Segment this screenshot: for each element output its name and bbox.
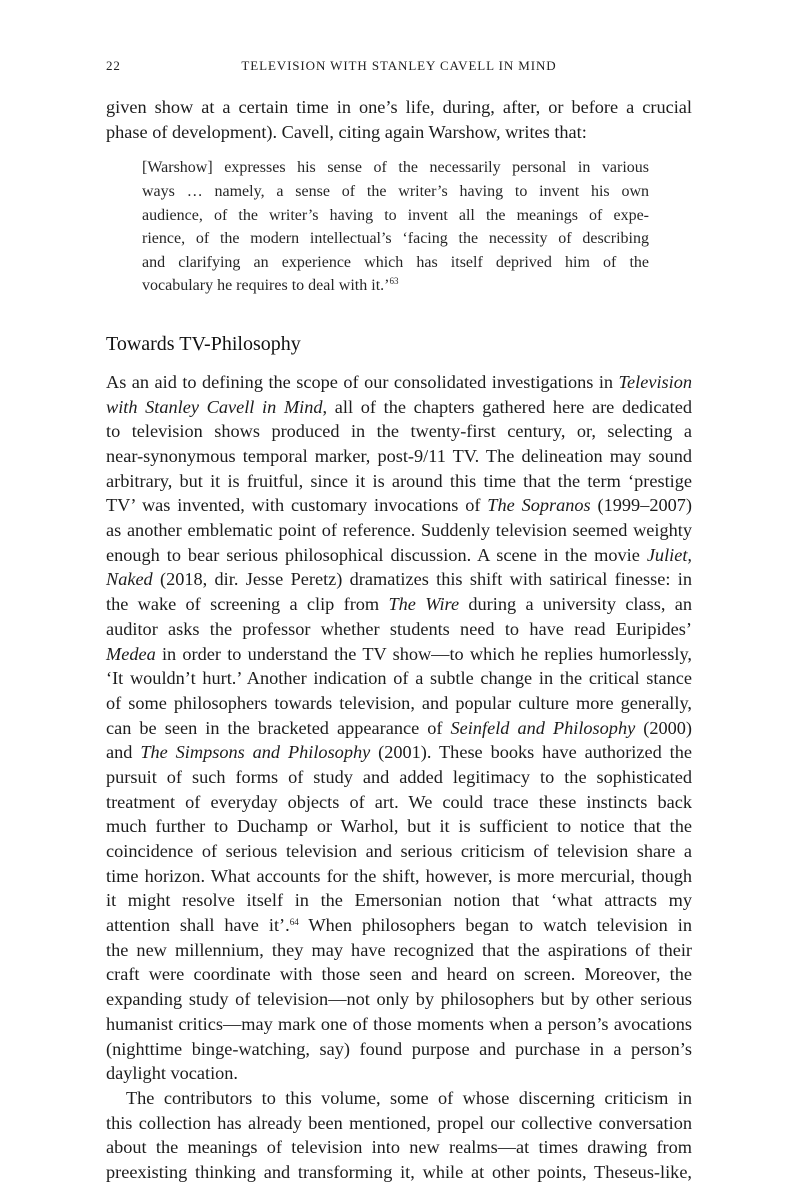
text-line: The contributors to this volume, some of whose discerning criticism in: [126, 1087, 692, 1108]
text-line: [106, 839, 692, 864]
text-line: [106, 987, 692, 1012]
text-line: [106, 938, 692, 963]
text-run: to television shows produced in the twenty-first century, or, selecting a: [106, 421, 692, 442]
text-run: craft were coordinate with those seen and heard on screen. Moreover, the: [106, 964, 692, 985]
text-run: and: [106, 742, 141, 763]
text-run: the wake of screening a clip from: [106, 594, 389, 615]
section-heading: Towards TV-Philosophy: [106, 332, 301, 355]
quote-line: audience, of the writer’s having to invent all the meanings of expe-: [142, 206, 649, 224]
text-run: (nighttime binge-watching, say) found purpose and purchase in a person’s: [106, 1038, 692, 1059]
italic-title: Naked: [106, 569, 153, 590]
text-line: [106, 888, 692, 913]
text-run: (1999–2007): [590, 495, 692, 516]
italic-title: Seinfeld and Philosophy: [450, 717, 636, 738]
quote-line: [Warshow] expresses his sense of the necessarily personal in various: [142, 159, 649, 177]
text-line: [106, 642, 692, 667]
quote-line: rience, of the modern intellectual’s ‘facing the necessity of describing: [142, 230, 649, 248]
text-run: the new millennium, they may have recognized that the aspirations of their: [106, 939, 692, 960]
text-line: [106, 395, 692, 420]
italic-title: Television: [618, 371, 692, 392]
quote-line: ways … namely, a sense of the writer’s having to invent his own: [142, 182, 649, 200]
opening-paragraph: [106, 95, 692, 144]
text-run: treatment of everyday objects of art. We could trace these instincts back: [106, 791, 692, 812]
italic-title: Medea: [106, 643, 156, 664]
footnote-ref-63[interactable]: 63: [389, 276, 399, 287]
text-run: (2000): [635, 717, 692, 738]
text-line: this collection has already been mentioned, propel our collective conversation: [106, 1112, 692, 1133]
body-text: [106, 95, 692, 1185]
italic-title: with Stanley Cavell in Mind: [106, 396, 323, 417]
page-number: 22: [106, 58, 121, 73]
quote-line-last: [142, 274, 649, 298]
text-line: [106, 790, 692, 815]
text-line: [106, 592, 692, 617]
text-run: much further to Duchamp or Warhol, but it is sufficient to notice that the: [106, 816, 692, 837]
text-line: [106, 419, 692, 444]
running-head-title: TELEVISION WITH STANLEY CAVELL IN MIND: [241, 58, 557, 73]
text-run: attention shall have it’.: [106, 915, 290, 936]
text-line: [106, 543, 692, 568]
text-line: about the meanings of television into new realms—at times drawing from: [106, 1137, 692, 1158]
italic-title: Juliet,: [646, 544, 692, 565]
text-run: time horizon. What accounts for the shift, however, is more mercurial, though: [106, 865, 692, 886]
text-line: [106, 666, 692, 691]
text-line: [106, 765, 692, 790]
text-run: As an aid to defining the scope of our consolidated investigations in: [106, 371, 619, 392]
text-line: [106, 864, 692, 889]
text-line: [106, 370, 692, 395]
text-line: [106, 567, 692, 592]
text-line: phase of development). Cavell, citing again Warshow, writes that:: [106, 121, 587, 142]
text-run: enough to bear serious philosophical discussion. A scene in the movie: [106, 544, 647, 565]
text-run: as another emblematic point of reference. Suddenly television seemed weighty: [106, 520, 692, 541]
text-run: it might resolve itself in the Emersonian notion that ‘what attracts my: [106, 890, 692, 911]
text-run: daylight vocation.: [106, 1063, 239, 1084]
italic-title: The Sopranos: [487, 495, 591, 516]
text-line: [106, 518, 692, 543]
text-run: (2018, dir. Jesse Peretz) dramatizes this shift with satirical finesse: in: [152, 569, 692, 590]
text-run: arbitrary, but it is fruitful, since it is around this time that the term ‘prestige: [106, 470, 692, 491]
quote-line: and clarifying an experience which has itself deprived him of the: [142, 253, 649, 271]
text-run: coincidence of serious television and serious criticism of television share a: [106, 841, 692, 861]
text-run: can be seen in the bracketed appearance of: [106, 717, 451, 738]
text-line: [106, 1012, 692, 1037]
text-run: When philosophers began to watch television in: [298, 915, 692, 936]
text-run: (2001). These books have authorized the: [370, 742, 692, 763]
text-run: TV’ was invented, with customary invocations of: [106, 495, 488, 516]
text-line: [106, 617, 692, 642]
text-line: [106, 493, 692, 518]
block-quote: [142, 156, 649, 298]
text-run: ‘It wouldn’t hurt.’ Another indication of a subtle change in the critical stance: [106, 668, 692, 689]
text-run: , all of the chapters gathered here are dedicated: [322, 396, 692, 417]
text-line: [106, 444, 692, 469]
footnote-ref-64[interactable]: 64: [289, 917, 299, 928]
text-line: [106, 469, 692, 494]
text-run: during a university class, an: [459, 594, 692, 615]
text-run: of some philosophers towards television, and popular culture more generally,: [106, 692, 692, 713]
text-run: expanding study of television—not only by philosophers but by other serious: [106, 989, 692, 1010]
text-run: near-synonymous temporal marker, post-9/11 TV. The delineation may sound: [106, 446, 692, 466]
text-line: [106, 691, 692, 716]
text-line: [106, 1061, 692, 1086]
text-line: preexisting thinking and transforming it, while at other points, Theseus-like,: [106, 1161, 692, 1182]
quote-text: vocabulary he requires to deal with it.’: [142, 277, 390, 295]
text-run: auditor asks the professor whether students need to have read Euripides’: [106, 618, 692, 639]
text-line: given show at a certain time in one’s life, during, after, or before a crucial: [106, 97, 692, 117]
italic-title: The Wire: [388, 594, 460, 615]
text-line: [106, 1037, 692, 1062]
running-head: [106, 58, 692, 78]
text-run: humanist critics—may mark one of those moments when a person’s avocations: [106, 1013, 692, 1034]
text-line: [106, 740, 692, 765]
italic-title: The Simpsons and Philosophy: [140, 742, 371, 763]
text-line: [106, 962, 692, 987]
text-line: [106, 716, 692, 741]
paragraph-contributors: [106, 1086, 692, 1185]
text-line: [106, 814, 692, 839]
text-line: [106, 913, 692, 938]
paragraph-towards-tv-philosophy: [106, 370, 692, 1086]
text-run: pursuit of such forms of study and added legitimacy to the sophisticated: [106, 766, 692, 787]
text-run: in order to understand the TV show—to which he replies humorlessly,: [155, 643, 692, 664]
